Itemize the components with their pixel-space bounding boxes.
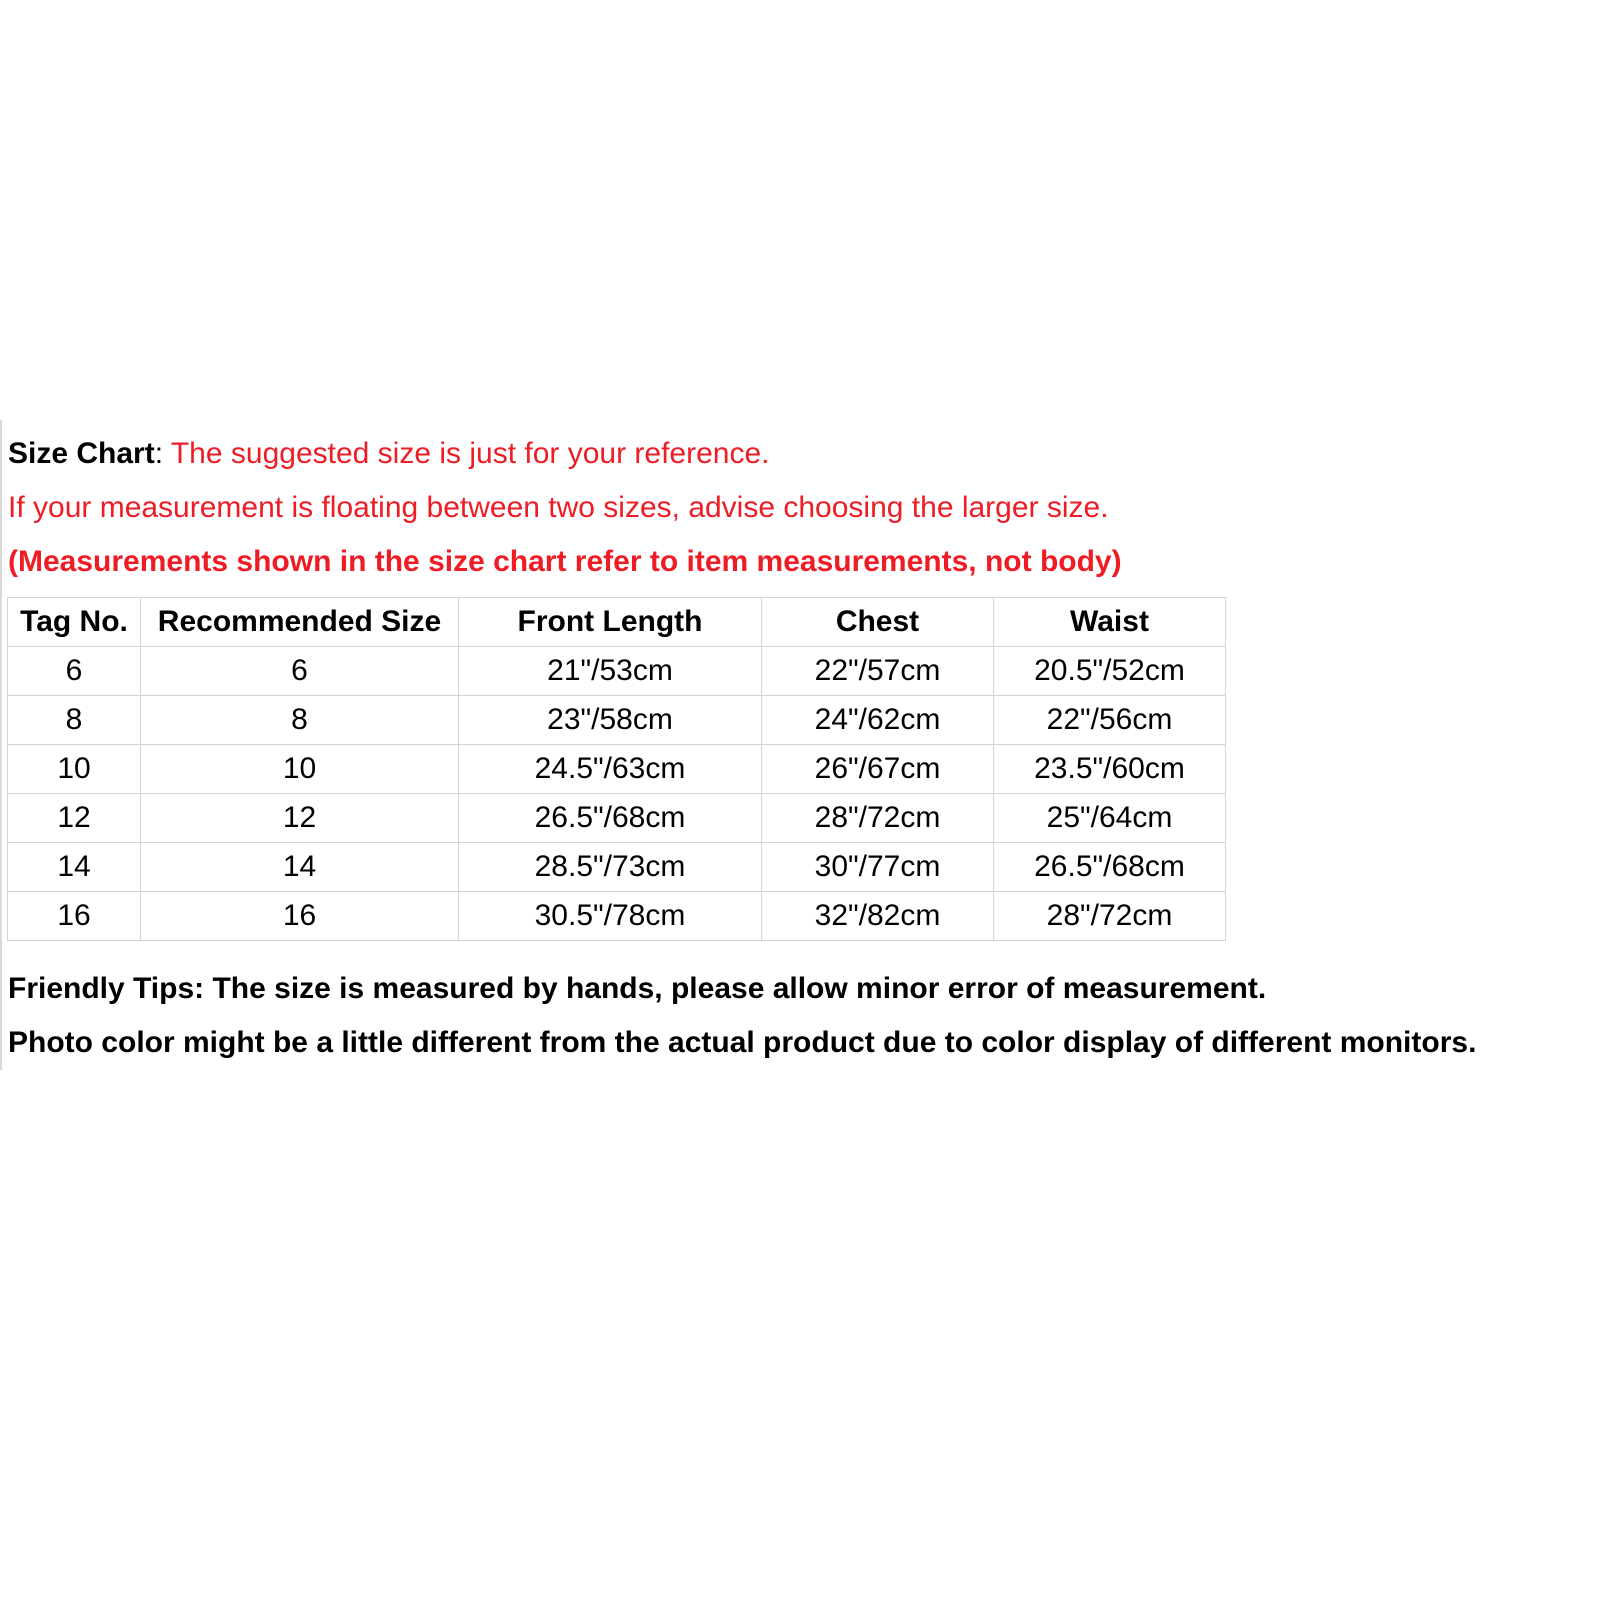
cell-recommended-size: 16 bbox=[141, 892, 459, 941]
table-header-row bbox=[8, 598, 1226, 647]
cell-front-length: 24.5"/63cm bbox=[459, 745, 762, 794]
cell-waist: 23.5"/60cm bbox=[994, 745, 1226, 794]
cell-front-length: 26.5"/68cm bbox=[459, 794, 762, 843]
header-tag-no: Tag No. bbox=[8, 598, 141, 647]
photo-color-note: Photo color might be a little different from the actual product due to color display of different monitors. bbox=[8, 1026, 1477, 1059]
size-chart-label: Size Chart bbox=[8, 437, 155, 470]
header-recommended-size: Recommended Size bbox=[141, 598, 459, 647]
cell-recommended-size: 6 bbox=[141, 647, 459, 696]
cell-front-length: 23"/58cm bbox=[459, 696, 762, 745]
friendly-tips: Friendly Tips: The size is measured by hands, please allow minor error of measurement. bbox=[8, 972, 1267, 1005]
cell-front-length: 30.5"/78cm bbox=[459, 892, 762, 941]
cell-waist: 28"/72cm bbox=[994, 892, 1226, 941]
cell-tag-no: 12 bbox=[8, 794, 141, 843]
cell-waist: 20.5"/52cm bbox=[994, 647, 1226, 696]
cell-recommended-size: 12 bbox=[141, 794, 459, 843]
cell-tag-no: 6 bbox=[8, 647, 141, 696]
table-row bbox=[8, 647, 1226, 696]
table-row bbox=[8, 843, 1226, 892]
cell-recommended-size: 14 bbox=[141, 843, 459, 892]
size-table bbox=[7, 597, 1226, 941]
cell-chest: 32"/82cm bbox=[762, 892, 994, 941]
cell-chest: 28"/72cm bbox=[762, 794, 994, 843]
table-row bbox=[8, 745, 1226, 794]
table-row bbox=[8, 892, 1226, 941]
cell-front-length: 28.5"/73cm bbox=[459, 843, 762, 892]
table-row bbox=[8, 696, 1226, 745]
cell-chest: 26"/67cm bbox=[762, 745, 994, 794]
label-separator: : bbox=[154, 437, 164, 470]
header-waist: Waist bbox=[994, 598, 1226, 647]
cell-waist: 26.5"/68cm bbox=[994, 843, 1226, 892]
cell-waist: 25"/64cm bbox=[994, 794, 1226, 843]
cell-tag-no: 16 bbox=[8, 892, 141, 941]
cell-waist: 22"/56cm bbox=[994, 696, 1226, 745]
reference-note: The suggested size is just for your reference. bbox=[163, 437, 770, 470]
cell-tag-no: 10 bbox=[8, 745, 141, 794]
measurement-disclaimer: (Measurements shown in the size chart refer to item measurements, not body) bbox=[8, 545, 1122, 578]
size-chart-heading bbox=[8, 436, 769, 472]
cell-chest: 24"/62cm bbox=[762, 696, 994, 745]
table-row bbox=[8, 794, 1226, 843]
cell-tag-no: 14 bbox=[8, 843, 141, 892]
header-chest: Chest bbox=[762, 598, 994, 647]
left-border-line bbox=[0, 420, 2, 1070]
cell-recommended-size: 8 bbox=[141, 696, 459, 745]
cell-chest: 30"/77cm bbox=[762, 843, 994, 892]
cell-tag-no: 8 bbox=[8, 696, 141, 745]
cell-front-length: 21"/53cm bbox=[459, 647, 762, 696]
cell-chest: 22"/57cm bbox=[762, 647, 994, 696]
cell-recommended-size: 10 bbox=[141, 745, 459, 794]
floating-size-advice: If your measurement is floating between two sizes, advise choosing the larger size. bbox=[8, 491, 1109, 524]
header-front-length: Front Length bbox=[459, 598, 762, 647]
